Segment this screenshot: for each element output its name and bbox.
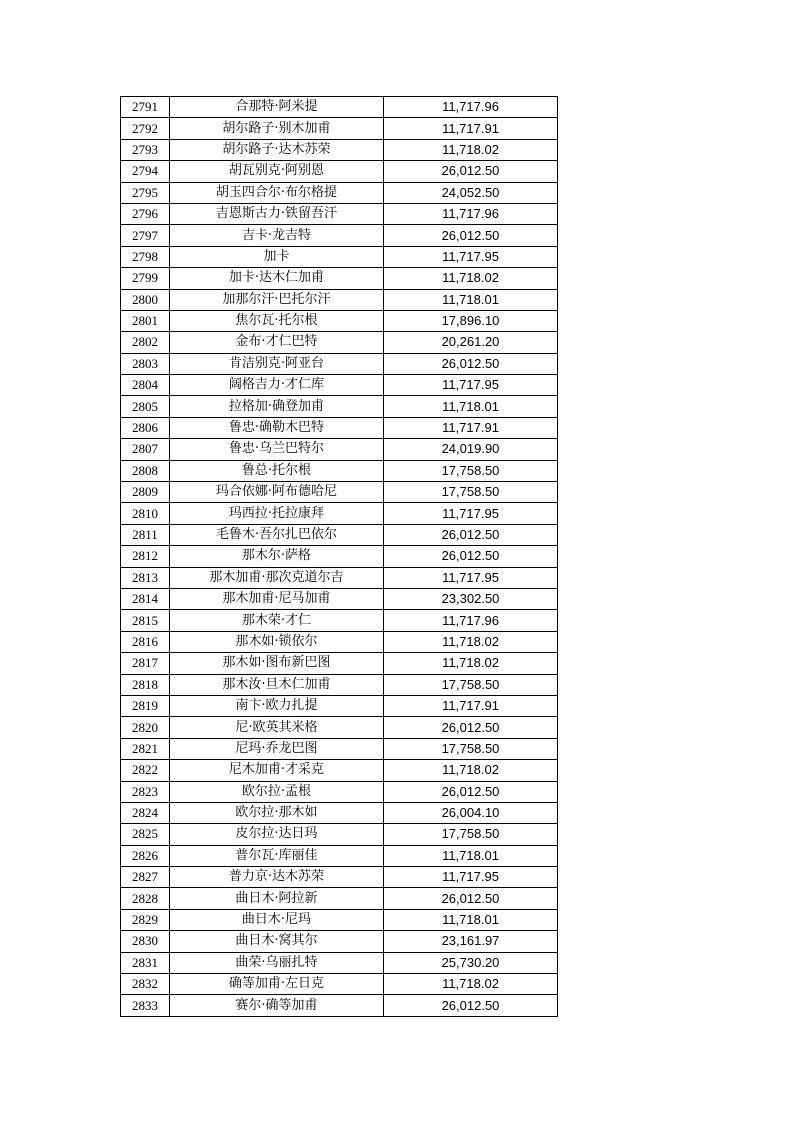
row-number-cell: 2824 xyxy=(121,802,170,823)
name-cell: 赛尔·确等加甫 xyxy=(170,995,384,1016)
amount-cell: 11,718.02 xyxy=(384,974,558,995)
amount-cell: 26,012.50 xyxy=(384,353,558,374)
name-cell: 尼玛·乔龙巴图 xyxy=(170,738,384,759)
table-row xyxy=(121,995,558,1016)
row-number-cell: 2826 xyxy=(121,845,170,866)
name-cell: 那木汝·旦木仁加甫 xyxy=(170,674,384,695)
name-cell: 合那特·阿米提 xyxy=(170,97,384,118)
row-number-cell: 2815 xyxy=(121,610,170,631)
amount-cell: 11,718.02 xyxy=(384,653,558,674)
table-row xyxy=(121,417,558,438)
name-cell: 确等加甫·左日克 xyxy=(170,974,384,995)
row-number-cell: 2804 xyxy=(121,375,170,396)
row-number-cell: 2792 xyxy=(121,118,170,139)
amount-cell: 11,717.96 xyxy=(384,610,558,631)
name-cell: 鲁总·托尔根 xyxy=(170,460,384,481)
row-number-cell: 2821 xyxy=(121,738,170,759)
amount-cell: 17,758.50 xyxy=(384,824,558,845)
amount-cell: 25,730.20 xyxy=(384,952,558,973)
row-number-cell: 2796 xyxy=(121,203,170,224)
name-cell: 那木如·图布新巴图 xyxy=(170,653,384,674)
amount-cell: 17,896.10 xyxy=(384,310,558,331)
row-number-cell: 2814 xyxy=(121,588,170,609)
amount-cell: 26,012.50 xyxy=(384,781,558,802)
payment-table xyxy=(120,96,558,1017)
amount-cell: 26,004.10 xyxy=(384,802,558,823)
table-row xyxy=(121,375,558,396)
name-cell: 毛鲁木·吾尔扎巴依尔 xyxy=(170,524,384,545)
name-cell: 金布·才仁巴特 xyxy=(170,332,384,353)
table-body xyxy=(121,97,558,1017)
name-cell: 曲日木·尼玛 xyxy=(170,909,384,930)
amount-cell: 26,012.50 xyxy=(384,995,558,1016)
table-row xyxy=(121,695,558,716)
name-cell: 欧尔拉·孟根 xyxy=(170,781,384,802)
table-row xyxy=(121,952,558,973)
row-number-cell: 2800 xyxy=(121,289,170,310)
table-row xyxy=(121,524,558,545)
name-cell: 那木加甫·那次克道尔吉 xyxy=(170,567,384,588)
table-row xyxy=(121,909,558,930)
row-number-cell: 2797 xyxy=(121,225,170,246)
amount-cell: 11,717.95 xyxy=(384,867,558,888)
row-number-cell: 2807 xyxy=(121,439,170,460)
amount-cell: 11,718.01 xyxy=(384,845,558,866)
row-number-cell: 2791 xyxy=(121,97,170,118)
name-cell: 加那尔汗·巴托尔汗 xyxy=(170,289,384,310)
table-row xyxy=(121,760,558,781)
name-cell: 南卞·欧力扎提 xyxy=(170,695,384,716)
amount-cell: 11,718.01 xyxy=(384,909,558,930)
amount-cell: 11,717.95 xyxy=(384,375,558,396)
name-cell: 那木尔·萨格 xyxy=(170,546,384,567)
amount-cell: 11,717.96 xyxy=(384,97,558,118)
amount-cell: 26,012.50 xyxy=(384,717,558,738)
name-cell: 普力京·达木苏荣 xyxy=(170,867,384,888)
table-row xyxy=(121,867,558,888)
name-cell: 曲日木·阿拉新 xyxy=(170,888,384,909)
row-number-cell: 2823 xyxy=(121,781,170,802)
name-cell: 胡玉四合尔·布尔格提 xyxy=(170,182,384,203)
amount-cell: 11,717.91 xyxy=(384,417,558,438)
name-cell: 胡尔路子·别木加甫 xyxy=(170,118,384,139)
name-cell: 欧尔拉·那木如 xyxy=(170,802,384,823)
amount-cell: 23,161.97 xyxy=(384,931,558,952)
name-cell: 普尔瓦·库丽佳 xyxy=(170,845,384,866)
name-cell: 胡尔路子·达木苏荣 xyxy=(170,139,384,160)
table-row xyxy=(121,97,558,118)
row-number-cell: 2828 xyxy=(121,888,170,909)
name-cell: 胡瓦别克·阿别恩 xyxy=(170,161,384,182)
table-row xyxy=(121,182,558,203)
table-row xyxy=(121,225,558,246)
name-cell: 玛西拉·托拉康拜 xyxy=(170,503,384,524)
row-number-cell: 2803 xyxy=(121,353,170,374)
amount-cell: 11,717.91 xyxy=(384,118,558,139)
table-row xyxy=(121,781,558,802)
table-row xyxy=(121,567,558,588)
name-cell: 玛合依娜·阿布德哈尼 xyxy=(170,482,384,503)
amount-cell: 26,012.50 xyxy=(384,161,558,182)
row-number-cell: 2822 xyxy=(121,760,170,781)
table-row xyxy=(121,888,558,909)
row-number-cell: 2810 xyxy=(121,503,170,524)
row-number-cell: 2818 xyxy=(121,674,170,695)
name-cell: 阔格吉力·才仁库 xyxy=(170,375,384,396)
table-row xyxy=(121,610,558,631)
name-cell: 吉恩斯古力·铁留吾汗 xyxy=(170,203,384,224)
row-number-cell: 2825 xyxy=(121,824,170,845)
name-cell: 鲁忠·乌兰巴特尔 xyxy=(170,439,384,460)
amount-cell: 11,717.95 xyxy=(384,246,558,267)
row-number-cell: 2801 xyxy=(121,310,170,331)
table-row xyxy=(121,482,558,503)
amount-cell: 17,758.50 xyxy=(384,738,558,759)
amount-cell: 11,717.91 xyxy=(384,695,558,716)
name-cell: 曲荣·乌丽扎特 xyxy=(170,952,384,973)
name-cell: 皮尔拉·达日玛 xyxy=(170,824,384,845)
name-cell: 拉格加·确登加甫 xyxy=(170,396,384,417)
row-number-cell: 2808 xyxy=(121,460,170,481)
amount-cell: 20,261.20 xyxy=(384,332,558,353)
amount-cell: 24,052.50 xyxy=(384,182,558,203)
row-number-cell: 2812 xyxy=(121,546,170,567)
row-number-cell: 2831 xyxy=(121,952,170,973)
table-row xyxy=(121,546,558,567)
row-number-cell: 2805 xyxy=(121,396,170,417)
row-number-cell: 2819 xyxy=(121,695,170,716)
table-row xyxy=(121,503,558,524)
table-row xyxy=(121,161,558,182)
amount-cell: 11,717.95 xyxy=(384,503,558,524)
row-number-cell: 2794 xyxy=(121,161,170,182)
name-cell: 那木加甫·尼马加甫 xyxy=(170,588,384,609)
amount-cell: 23,302.50 xyxy=(384,588,558,609)
table-row xyxy=(121,332,558,353)
table-row xyxy=(121,139,558,160)
row-number-cell: 2827 xyxy=(121,867,170,888)
name-cell: 焦尔瓦·托尔根 xyxy=(170,310,384,331)
row-number-cell: 2829 xyxy=(121,909,170,930)
row-number-cell: 2795 xyxy=(121,182,170,203)
table-row xyxy=(121,653,558,674)
amount-cell: 17,758.50 xyxy=(384,674,558,695)
table-row xyxy=(121,631,558,652)
amount-cell: 11,718.01 xyxy=(384,396,558,417)
amount-cell: 26,012.50 xyxy=(384,546,558,567)
name-cell: 尼木加甫·才采克 xyxy=(170,760,384,781)
row-number-cell: 2833 xyxy=(121,995,170,1016)
amount-cell: 24,019.90 xyxy=(384,439,558,460)
name-cell: 那木荣·才仁 xyxy=(170,610,384,631)
amount-cell: 17,758.50 xyxy=(384,460,558,481)
table-row xyxy=(121,824,558,845)
table-row xyxy=(121,310,558,331)
row-number-cell: 2816 xyxy=(121,631,170,652)
table-row xyxy=(121,802,558,823)
amount-cell: 11,717.96 xyxy=(384,203,558,224)
row-number-cell: 2832 xyxy=(121,974,170,995)
amount-cell: 11,718.01 xyxy=(384,289,558,310)
amount-cell: 26,012.50 xyxy=(384,225,558,246)
table-row xyxy=(121,588,558,609)
table-row xyxy=(121,396,558,417)
amount-cell: 11,718.02 xyxy=(384,268,558,289)
row-number-cell: 2793 xyxy=(121,139,170,160)
name-cell: 那木如·锁依尔 xyxy=(170,631,384,652)
name-cell: 尼·欧英其米格 xyxy=(170,717,384,738)
table-row xyxy=(121,118,558,139)
table-row xyxy=(121,717,558,738)
table-row xyxy=(121,439,558,460)
table-row xyxy=(121,674,558,695)
amount-cell: 11,718.02 xyxy=(384,631,558,652)
table-row xyxy=(121,931,558,952)
amount-cell: 11,717.95 xyxy=(384,567,558,588)
table-row xyxy=(121,738,558,759)
amount-cell: 11,718.02 xyxy=(384,139,558,160)
table-row xyxy=(121,353,558,374)
amount-cell: 26,012.50 xyxy=(384,888,558,909)
amount-cell: 17,758.50 xyxy=(384,482,558,503)
row-number-cell: 2802 xyxy=(121,332,170,353)
table-row xyxy=(121,268,558,289)
name-cell: 加卡 xyxy=(170,246,384,267)
row-number-cell: 2799 xyxy=(121,268,170,289)
row-number-cell: 2817 xyxy=(121,653,170,674)
table-row xyxy=(121,246,558,267)
row-number-cell: 2830 xyxy=(121,931,170,952)
table-row xyxy=(121,845,558,866)
row-number-cell: 2813 xyxy=(121,567,170,588)
name-cell: 加卡·达木仁加甫 xyxy=(170,268,384,289)
row-number-cell: 2806 xyxy=(121,417,170,438)
name-cell: 肯洁别克·阿亚台 xyxy=(170,353,384,374)
row-number-cell: 2820 xyxy=(121,717,170,738)
row-number-cell: 2811 xyxy=(121,524,170,545)
row-number-cell: 2798 xyxy=(121,246,170,267)
name-cell: 鲁忠·确勒木巴特 xyxy=(170,417,384,438)
table-row xyxy=(121,203,558,224)
name-cell: 吉卡·龙吉特 xyxy=(170,225,384,246)
row-number-cell: 2809 xyxy=(121,482,170,503)
table-row xyxy=(121,974,558,995)
amount-cell: 26,012.50 xyxy=(384,524,558,545)
name-cell: 曲日木·窝其尔 xyxy=(170,931,384,952)
amount-cell: 11,718.02 xyxy=(384,760,558,781)
table-row xyxy=(121,460,558,481)
table-row xyxy=(121,289,558,310)
